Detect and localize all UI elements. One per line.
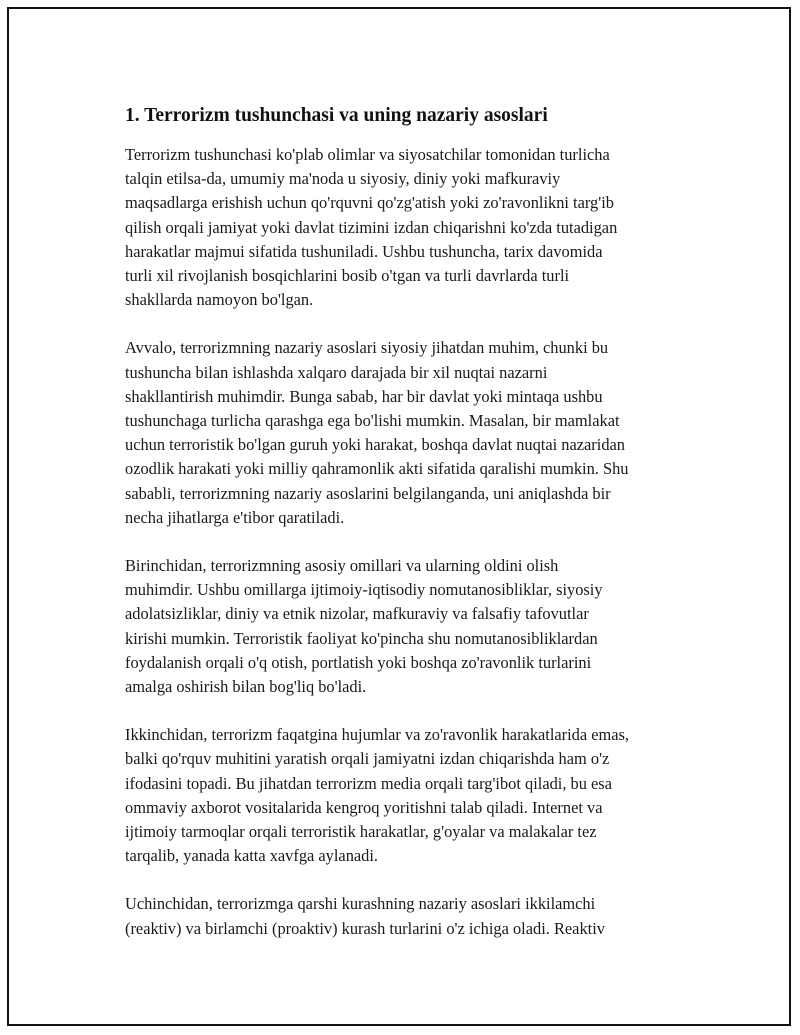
- text-line: harakatlar majmui sifatida tushuniladi. Ushbu tushuncha, tarix davomida: [125, 241, 603, 261]
- text-line: talqin etilsa-da, umumiy ma'noda u siyosiy, diniy yoki mafkuraviy: [125, 169, 561, 189]
- paragraph-5: [125, 892, 705, 940]
- text-line: balki qo'rquv muhitini yaratish orqali jamiyatni izdan chiqarishda ham o'z: [125, 749, 610, 769]
- text-line: muhimdir. Ushbu omillarga ijtimoiy-iqtisodiy nomutanosibliklar, siyosiy: [125, 580, 603, 600]
- text-line: Terrorizm tushunchasi ko'plab olimlar va siyosatchilar tomonidan turlicha: [125, 145, 610, 164]
- text-line: shakllarda namoyon bo'lgan.: [125, 290, 314, 310]
- text-line: foydalanish orqali o'q otish, portlatish yoki boshqa zo'ravonlik turlarini: [125, 652, 592, 672]
- text-line: ifodasini topadi. Bu jihatdan terrorizm media orqali targ'ibot qiladi, bu esa: [125, 773, 612, 793]
- text-line: adolatsizliklar, diniy va etnik nizolar, mafkuraviy va falsafiy tafovutlar: [125, 604, 589, 624]
- paragraph-3: [125, 554, 705, 699]
- text-line: turli xil rivojlanish bosqichlarini bosib o'tgan va turli davrlarda turli: [125, 266, 570, 286]
- page-frame: [7, 7, 791, 1026]
- text-line: necha jihatlarga e'tibor qaratiladi.: [125, 507, 345, 527]
- section-heading: 1. Terrorizm tushunchasi va uning nazariy asoslari: [125, 105, 548, 126]
- text-line: qilish orqali jamiyat yoki davlat tizimini izdan chiqarishni ko'zda tutadigan: [125, 217, 618, 237]
- text-line: amalga oshirish bilan bog'liq bo'ladi.: [125, 677, 367, 697]
- text-line: shakllantirish muhimdir. Bunga sabab, har bir davlat yoki mintaqa ushbu: [125, 386, 603, 406]
- text-line: Ikkinchidan, terrorizm faqatgina hujumlar va zo'ravonlik harakatlarida emas,: [125, 725, 630, 745]
- text-line: (reaktiv) va birlamchi (proaktiv) kurash turlarini o'z ichiga oladi. Reaktiv: [125, 918, 605, 938]
- text-line: tarqalib, yanada katta xavfga aylanadi.: [125, 846, 379, 866]
- document-body: [125, 103, 705, 965]
- text-line: maqsadlarga erishish uchun qo'rquvni qo'zg'atish yoki zo'ravonlikni targ'ib: [125, 193, 614, 213]
- text-line: Birinchidan, terrorizmning asosiy omillari va ularning oldini olish: [125, 556, 559, 576]
- text-line: Avvalo, terrorizmning nazariy asoslari siyosiy jihatdan muhim, chunki bu: [125, 338, 609, 358]
- text-line: kirishi mumkin. Terroristik faoliyat ko'pincha shu nomutanosibliklardan: [125, 628, 598, 648]
- text-line: uchun terroristik bo'lgan guruh yoki harakat, boshqa davlat nuqtai nazaridan: [125, 435, 625, 455]
- text-line: ijtimoiy tarmoqlar orqali terroristik harakatlar, g'oyalar va malakalar tez: [125, 822, 597, 842]
- paragraph-4: [125, 723, 705, 868]
- text-line: tushunchaga turlicha qarashga ega bo'lishi mumkin. Masalan, bir mamlakat: [125, 411, 620, 431]
- text-line: sababli, terrorizmning nazariy asoslarini belgilanganda, uni aniqlashda bir: [125, 483, 611, 503]
- text-line: ozodlik harakati yoki milliy qahramonlik akti sifatida qaralishi mumkin. Shu: [125, 459, 629, 479]
- text-line: Uchinchidan, terrorizmga qarshi kurashning nazariy asoslari ikkilamchi: [125, 894, 596, 914]
- text-line: tushuncha bilan ishlashda xalqaro darajada bir xil nuqtai nazarni: [125, 362, 548, 382]
- paragraph-1: [125, 143, 705, 312]
- text-line: ommaviy axborot vositalarida kengroq yoritishni talab qiladi. Internet va: [125, 797, 603, 817]
- paragraph-2: [125, 336, 705, 530]
